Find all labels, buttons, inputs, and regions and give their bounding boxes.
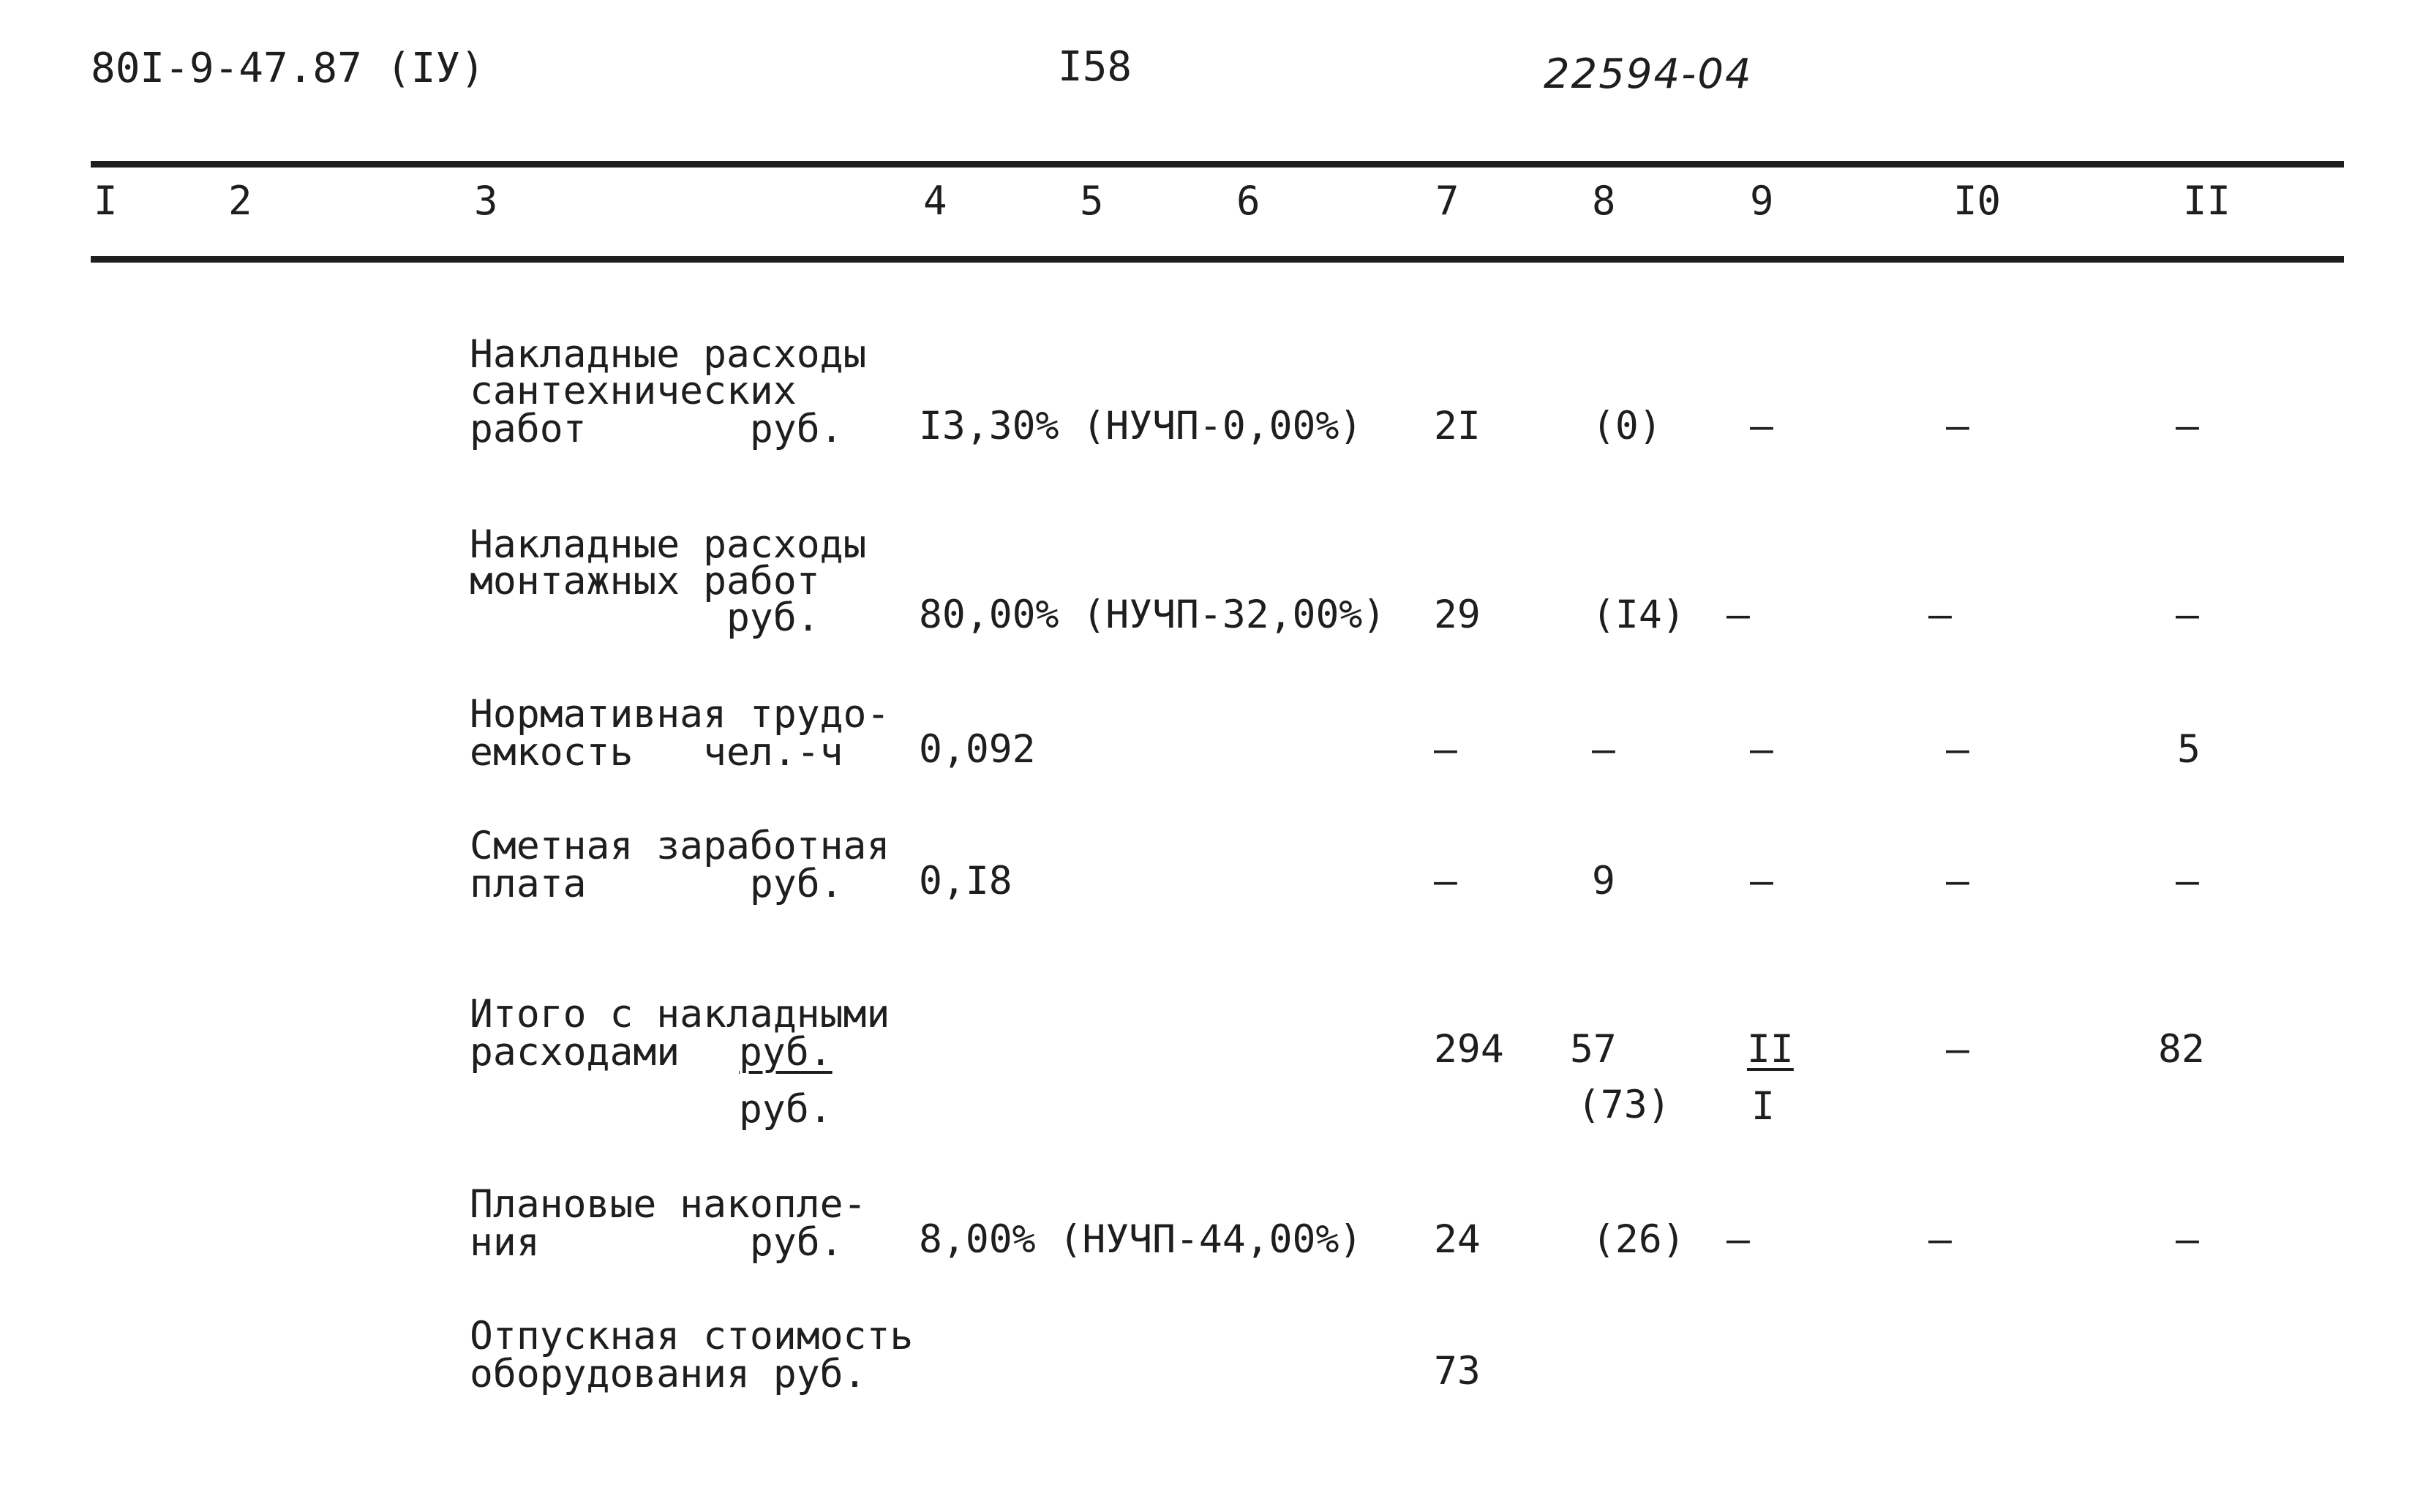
- row-1-name-line-1: Накладные расходы: [470, 332, 867, 377]
- row-4-col8: 9: [1592, 859, 1615, 903]
- row-6-name-line-1: Плановые накопле-: [470, 1182, 867, 1227]
- row-2-col9: –: [1726, 593, 1750, 637]
- column-header-11: II: [2183, 178, 2231, 224]
- row-5-col7: 294: [1434, 1027, 1504, 1072]
- row-2-name-line-1: Накладные расходы: [470, 522, 867, 567]
- column-header-4: 4: [923, 178, 947, 224]
- row-5-col10: –: [1946, 1027, 1969, 1072]
- row-6-col8: (26): [1592, 1217, 1686, 1262]
- row-5-unit-bottom: руб.: [739, 1087, 833, 1132]
- header-top-rule: [91, 161, 2344, 168]
- row-1-col10: –: [1946, 404, 1969, 448]
- row-5-unit-top: руб.: [739, 1030, 833, 1075]
- page-number: I58: [1058, 43, 1132, 91]
- row-2-name-line-2: монтажных работ: [470, 559, 820, 603]
- row-2-col7: 29: [1434, 593, 1481, 637]
- row-5-name-line-1: Итого с накладными: [470, 992, 890, 1037]
- column-header-8: 8: [1592, 178, 1616, 224]
- row-4-col10: –: [1946, 859, 1969, 903]
- row-4-name-line-2: плата руб.: [470, 862, 843, 906]
- row-4-col9: –: [1750, 859, 1773, 903]
- row-3-name-line-1: Нормативная трудо-: [470, 692, 890, 737]
- column-header-6: 6: [1236, 178, 1260, 224]
- column-header-3: 3: [474, 178, 498, 224]
- row-3-col10: –: [1946, 727, 1969, 772]
- row-5-col9-top: II: [1747, 1027, 1794, 1072]
- row-6-rate: 8,00% (НУЧП-44,00%): [919, 1217, 1363, 1262]
- document-code: 80I-9-47.87: [91, 45, 362, 92]
- handwritten-number: 22594-04: [1544, 50, 1753, 98]
- row-5-col11: 82: [2158, 1027, 2205, 1072]
- column-header-9: 9: [1750, 178, 1774, 224]
- row-7-name-line-1: Отпускная стоимость: [470, 1314, 914, 1358]
- column-header-7: 7: [1435, 178, 1459, 224]
- row-2-col11: –: [2176, 593, 2199, 637]
- row-7-name-line-2: оборудования руб.: [470, 1352, 867, 1396]
- row-2-rate: 80,00% (НУЧП-32,00%): [919, 593, 1386, 637]
- row-6-col7: 24: [1434, 1217, 1481, 1262]
- row-6-name-line-2: ния руб.: [470, 1220, 843, 1265]
- row-1-name-line-3: работ руб.: [470, 407, 843, 451]
- column-header-5: 5: [1080, 178, 1104, 224]
- row-5-col9-bottom: I: [1751, 1084, 1775, 1129]
- row-3-col9: –: [1750, 727, 1773, 772]
- row-1-col7: 2I: [1434, 404, 1481, 448]
- row-5-name-line-2: расходами: [470, 1030, 680, 1075]
- row-1-col9: –: [1750, 404, 1773, 448]
- volume-label: (IУ): [386, 45, 485, 92]
- row-6-col9: –: [1726, 1217, 1750, 1262]
- column-header-1: I: [94, 178, 118, 224]
- row-4-name-line-1: Сметная заработная: [470, 824, 890, 868]
- row-3-col7: –: [1434, 727, 1457, 772]
- header-bottom-rule: [91, 256, 2344, 263]
- column-header-2: 2: [228, 178, 252, 224]
- row-2-col8: (I4): [1592, 593, 1686, 637]
- row-2-col10: –: [1928, 593, 1952, 637]
- row-3-col8: –: [1592, 727, 1615, 772]
- row-6-col11: –: [2176, 1217, 2199, 1262]
- column-header-10: I0: [1953, 178, 2002, 224]
- row-6-col10: –: [1928, 1217, 1952, 1262]
- row-2-name-line-3: руб.: [470, 595, 820, 640]
- row-3-rate: 0,092: [919, 727, 1036, 772]
- row-4-rate: 0,I8: [919, 859, 1012, 903]
- row-1-name-line-2: сантехнических: [470, 369, 797, 413]
- row-1-col11: –: [2176, 404, 2199, 448]
- row-5-col8-bottom: (73): [1577, 1083, 1671, 1127]
- row-3-col11: 5: [2177, 727, 2201, 772]
- row-4-col11: –: [2176, 859, 2199, 903]
- row-7-col7: 73: [1434, 1349, 1481, 1393]
- row-1-rate: I3,30% (НУЧП-0,00%): [919, 404, 1363, 448]
- row-1-col8: (0): [1592, 404, 1662, 448]
- row-4-col7: –: [1434, 859, 1457, 903]
- row-5-col8-top: 57: [1570, 1027, 1617, 1072]
- row-3-name-line-2: емкость чел.-ч: [470, 730, 843, 775]
